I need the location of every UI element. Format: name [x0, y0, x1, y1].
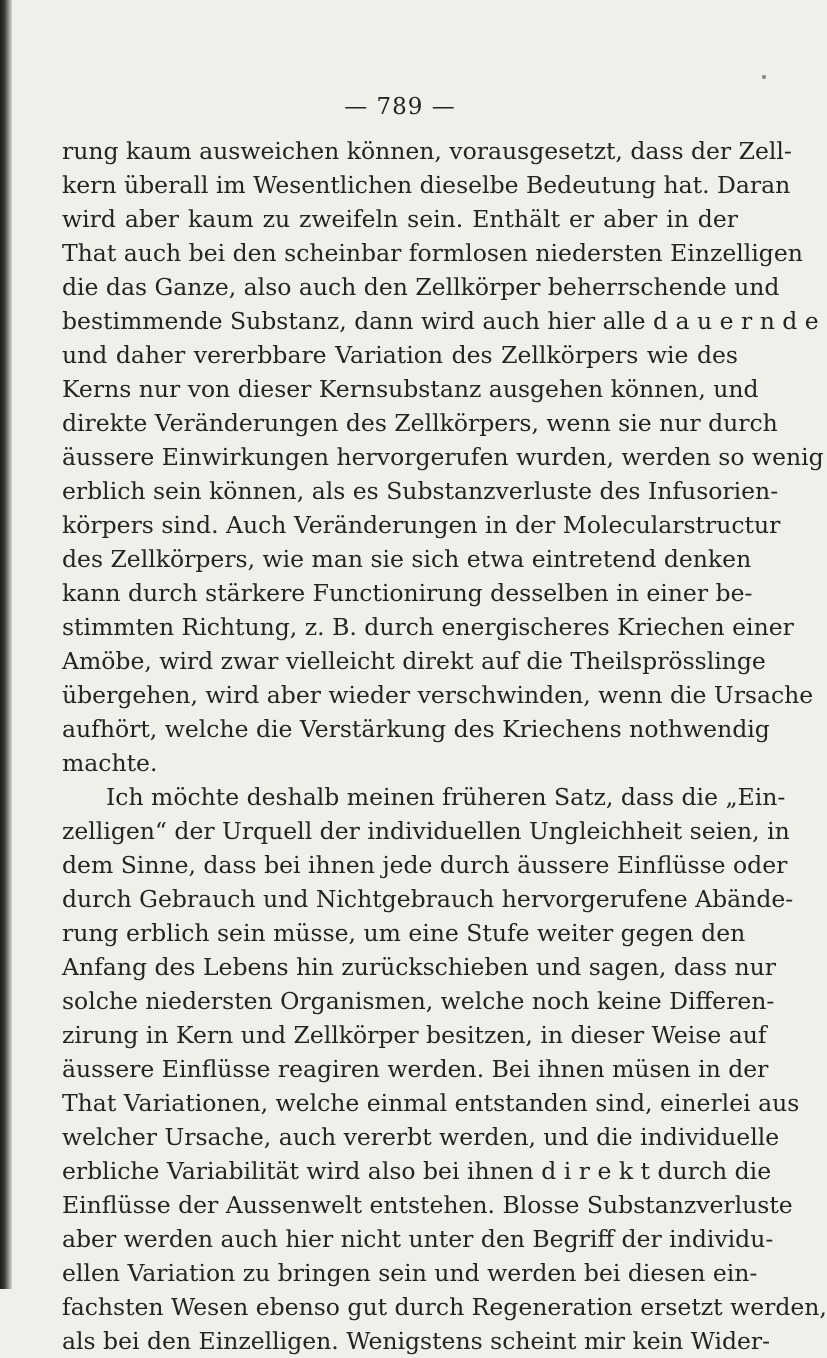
text-line: kann durch stärkere Functionirung desselben in einer be- [62, 579, 753, 607]
text-line: als bei den Einzelligen. Wenigstens scheint mir kein Wider- [62, 1327, 771, 1355]
text-line: zirung in Kern und Zellkörper besitzen, in dieser Weise auf [62, 1021, 767, 1049]
page-left-edge-shadow [0, 0, 12, 1289]
text-line: und daher vererbbare Variation des Zellkörpers wie des [62, 341, 738, 369]
text-line: kern überall im Wesentlichen dieselbe Bedeutung hat. Daran [62, 171, 791, 199]
text-line: That Variationen, welche einmal entstanden sind, einerlei aus [62, 1089, 800, 1117]
text-line: rung kaum ausweichen können, vorausgesetzt, dass der Zell- [62, 137, 792, 165]
text-line: übergehen, wird aber wieder verschwinden, wenn die Ursache [62, 681, 814, 709]
text-line: Amöbe, wird zwar vielleicht direkt auf die Theilsprösslinge [62, 647, 766, 675]
text-line: welcher Ursache, auch vererbt werden, und die individuelle [62, 1123, 780, 1151]
text-line: That auch bei den scheinbar formlosen niedersten Einzelligen [62, 239, 803, 267]
text-line: aber werden auch hier nicht unter den Begriff der individu- [62, 1225, 774, 1253]
text-line: Einflüsse der Aussenwelt entstehen. Blosse Substanzverluste [62, 1191, 793, 1219]
text-line: wird aber kaum zu zweifeln sein. Enthält er aber in der [62, 205, 738, 233]
text-line: stimmten Richtung, z. B. durch energischeres Kriechen einer [62, 613, 794, 641]
text-line: durch Gebrauch und Nichtgebrauch hervorgerufene Abände- [62, 885, 794, 913]
text-line: solche niedersten Organismen, welche noch keine Differen- [62, 987, 775, 1015]
text-line: Ich möchte deshalb meinen früheren Satz, dass die „Ein- [106, 783, 786, 811]
text-line: machte. [62, 749, 158, 777]
text-line: ellen Variation zu bringen sein und werden bei diesen ein- [62, 1259, 758, 1287]
page-number: — 789 — [344, 94, 456, 120]
paper-speck [762, 75, 766, 79]
text-line: körpers sind. Auch Veränderungen in der Molecularstructur [62, 511, 781, 539]
body-text [62, 134, 827, 1358]
text-line: die das Ganze, also auch den Zellkörper beherrschende und [62, 273, 780, 301]
text-line: erblich sein können, als es Substanzverluste des Infusorien- [62, 477, 779, 505]
text-line: des Zellkörpers, wie man sie sich etwa eintretend denken [62, 545, 752, 573]
text-line: äussere Einflüsse reagiren werden. Bei ihnen müsen in der [62, 1055, 769, 1083]
text-line: äussere Einwirkungen hervorgerufen wurden, werden so wenig [62, 443, 824, 471]
paragraph [62, 780, 827, 1358]
text-line: zelligen“ der Urquell der individuellen Ungleichheit seien, in [62, 817, 790, 845]
text-line: aufhört, welche die Verstärkung des Kriechens nothwendig [62, 715, 770, 743]
text-line: Anfang des Lebens hin zurückschieben und sagen, dass nur [62, 953, 776, 981]
text-line: bestimmende Substanz, dann wird auch hier alle d a u e r n d e [62, 307, 819, 335]
text-line: dem Sinne, dass bei ihnen jede durch äussere Einflüsse oder [62, 851, 788, 879]
text-line: rung erblich sein müsse, um eine Stufe weiter gegen den [62, 919, 746, 947]
text-line: Kerns nur von dieser Kernsubstanz ausgehen können, und [62, 375, 759, 403]
text-line: erbliche Variabilität wird also bei ihnen d i r e k t durch die [62, 1157, 772, 1185]
text-line: fachsten Wesen ebenso gut durch Regeneration ersetzt werden, [62, 1293, 827, 1321]
paragraph [62, 134, 824, 780]
text-line: direkte Veränderungen des Zellkörpers, wenn sie nur durch [62, 409, 778, 437]
